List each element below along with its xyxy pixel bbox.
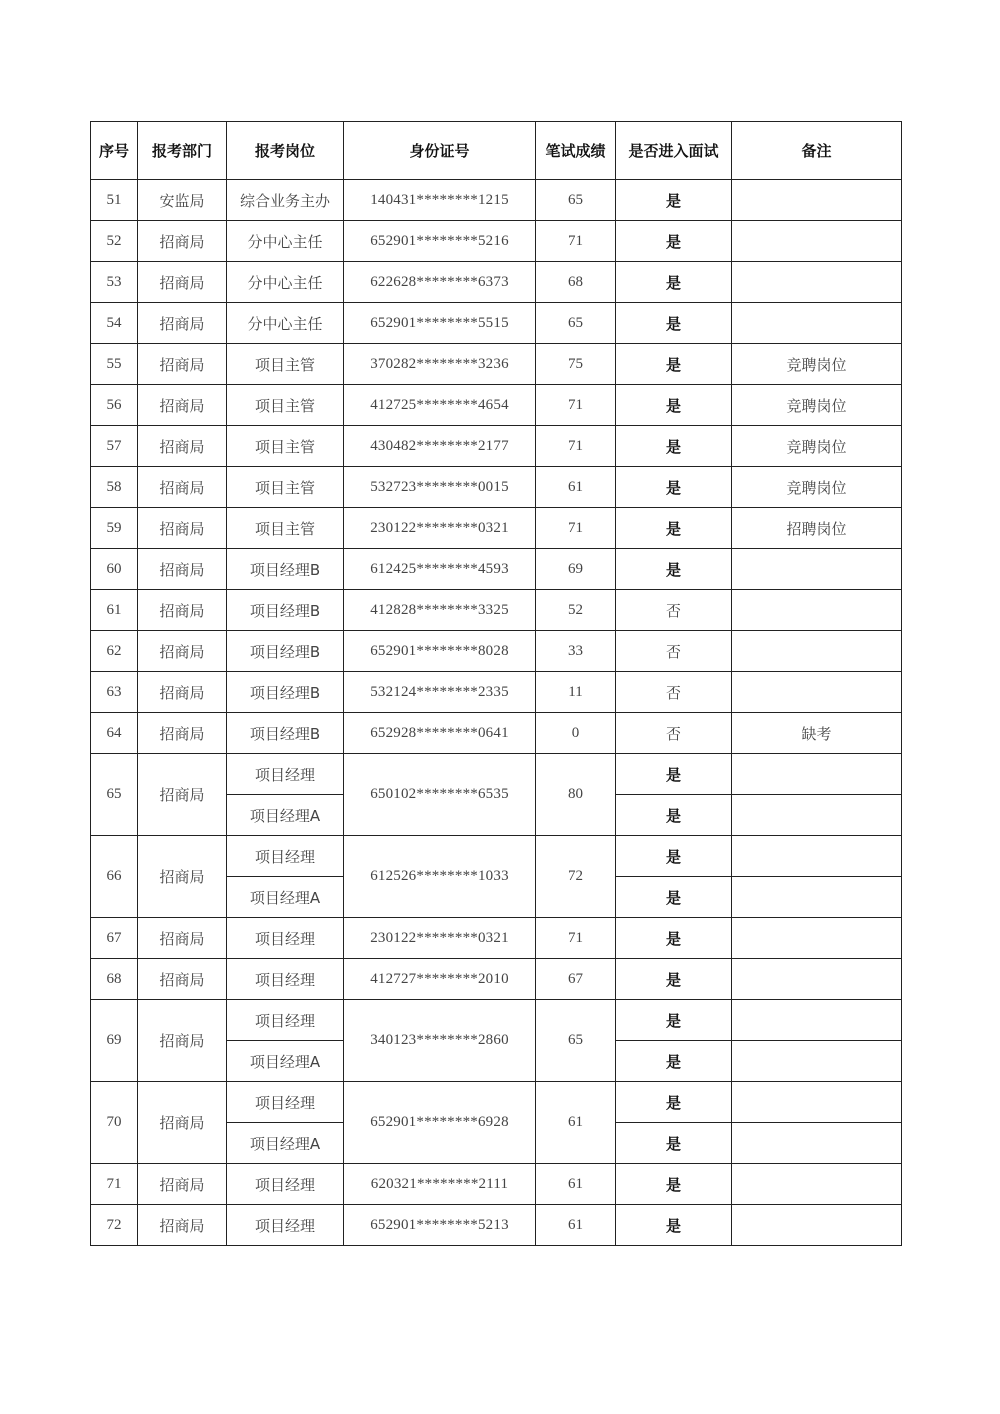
- cell-score: 11: [536, 672, 616, 713]
- cell-dept: 招商局: [138, 262, 227, 303]
- cell-dept: 招商局: [138, 1000, 227, 1082]
- cell-position: 项目经理A: [227, 1041, 344, 1082]
- table-row: [91, 344, 902, 385]
- cell-dept: 招商局: [138, 1205, 227, 1246]
- header-no: 序号: [91, 122, 138, 180]
- cell-remark: 竞聘岗位: [732, 344, 902, 385]
- cell-score: 65: [536, 303, 616, 344]
- cell-score: 72: [536, 836, 616, 918]
- cell-interview: 是: [616, 754, 732, 795]
- cell-interview: 是: [616, 262, 732, 303]
- cell-id: 652901********5216: [344, 221, 536, 262]
- cell-position: 项目经理: [227, 1205, 344, 1246]
- cell-interview: 否: [616, 631, 732, 672]
- cell-remark: [732, 1041, 902, 1082]
- cell-no: 67: [91, 918, 138, 959]
- cell-interview: 是: [616, 1205, 732, 1246]
- cell-no: 63: [91, 672, 138, 713]
- cell-remark: [732, 590, 902, 631]
- cell-no: 66: [91, 836, 138, 918]
- cell-position: 项目经理: [227, 1000, 344, 1041]
- cell-dept: 招商局: [138, 918, 227, 959]
- cell-interview: 是: [616, 1164, 732, 1205]
- cell-position: 项目经理B: [227, 713, 344, 754]
- cell-remark: [732, 1082, 902, 1123]
- cell-dept: 招商局: [138, 672, 227, 713]
- cell-position: 项目经理B: [227, 549, 344, 590]
- cell-no: 68: [91, 959, 138, 1000]
- cell-interview: 是: [616, 877, 732, 918]
- cell-remark: [732, 631, 902, 672]
- cell-dept: 安监局: [138, 180, 227, 221]
- cell-interview: 是: [616, 918, 732, 959]
- cell-dept: 招商局: [138, 631, 227, 672]
- table-row: [91, 467, 902, 508]
- cell-score: 33: [536, 631, 616, 672]
- cell-no: 61: [91, 590, 138, 631]
- cell-id: 652901********8028: [344, 631, 536, 672]
- cell-id: 340123********2860: [344, 1000, 536, 1082]
- table-row: [91, 180, 902, 221]
- cell-interview: 是: [616, 1041, 732, 1082]
- cell-dept: 招商局: [138, 303, 227, 344]
- cell-dept: 招商局: [138, 426, 227, 467]
- cell-dept: 招商局: [138, 959, 227, 1000]
- cell-position: 项目经理A: [227, 877, 344, 918]
- cell-dept: 招商局: [138, 1164, 227, 1205]
- cell-id: 652928********0641: [344, 713, 536, 754]
- cell-id: 620321********2111: [344, 1164, 536, 1205]
- cell-position: 项目主管: [227, 426, 344, 467]
- table-row: [91, 1205, 902, 1246]
- cell-interview: 是: [616, 1000, 732, 1041]
- cell-no: 55: [91, 344, 138, 385]
- cell-no: 69: [91, 1000, 138, 1082]
- header-row: [91, 122, 902, 180]
- table-row: [91, 713, 902, 754]
- cell-interview: 是: [616, 1082, 732, 1123]
- cell-position: 项目经理A: [227, 1123, 344, 1164]
- cell-remark: [732, 918, 902, 959]
- cell-position: 项目经理A: [227, 795, 344, 836]
- header-remark: 备注: [732, 122, 902, 180]
- cell-score: 75: [536, 344, 616, 385]
- cell-score: 61: [536, 1164, 616, 1205]
- table-row: [91, 426, 902, 467]
- cell-id: 230122********0321: [344, 918, 536, 959]
- table-row: [91, 836, 902, 877]
- cell-remark: [732, 1123, 902, 1164]
- cell-no: 64: [91, 713, 138, 754]
- cell-score: 68: [536, 262, 616, 303]
- cell-no: 62: [91, 631, 138, 672]
- table-row: [91, 508, 902, 549]
- header-position: 报考岗位: [227, 122, 344, 180]
- cell-position: 项目经理: [227, 754, 344, 795]
- cell-dept: 招商局: [138, 344, 227, 385]
- cell-score: 71: [536, 221, 616, 262]
- cell-no: 56: [91, 385, 138, 426]
- cell-interview: 是: [616, 180, 732, 221]
- cell-id: 230122********0321: [344, 508, 536, 549]
- cell-score: 80: [536, 754, 616, 836]
- cell-id: 612526********1033: [344, 836, 536, 918]
- cell-score: 61: [536, 1082, 616, 1164]
- cell-interview: 是: [616, 303, 732, 344]
- cell-dept: 招商局: [138, 590, 227, 631]
- table-row: [91, 303, 902, 344]
- cell-no: 71: [91, 1164, 138, 1205]
- cell-remark: [732, 262, 902, 303]
- cell-position: 项目经理B: [227, 631, 344, 672]
- cell-no: 60: [91, 549, 138, 590]
- table-row: [91, 221, 902, 262]
- header-id: 身份证号: [344, 122, 536, 180]
- cell-dept: 招商局: [138, 754, 227, 836]
- cell-remark: [732, 877, 902, 918]
- cell-id: 652901********5213: [344, 1205, 536, 1246]
- table-row: [91, 1082, 902, 1123]
- cell-dept: 招商局: [138, 508, 227, 549]
- cell-no: 52: [91, 221, 138, 262]
- cell-remark: [732, 1000, 902, 1041]
- cell-score: 61: [536, 1205, 616, 1246]
- cell-position: 分中心主任: [227, 303, 344, 344]
- cell-score: 52: [536, 590, 616, 631]
- cell-id: 370282********3236: [344, 344, 536, 385]
- cell-interview: 是: [616, 795, 732, 836]
- cell-score: 71: [536, 385, 616, 426]
- table-row: [91, 672, 902, 713]
- cell-position: 项目主管: [227, 385, 344, 426]
- cell-score: 65: [536, 180, 616, 221]
- cell-position: 项目经理: [227, 918, 344, 959]
- cell-no: 72: [91, 1205, 138, 1246]
- header-interview: 是否进入面试: [616, 122, 732, 180]
- cell-id: 652901********5515: [344, 303, 536, 344]
- cell-no: 54: [91, 303, 138, 344]
- cell-position: 项目经理: [227, 959, 344, 1000]
- cell-id: 532723********0015: [344, 467, 536, 508]
- cell-dept: 招商局: [138, 385, 227, 426]
- cell-interview: 是: [616, 467, 732, 508]
- cell-no: 58: [91, 467, 138, 508]
- cell-interview: 是: [616, 344, 732, 385]
- cell-id: 412828********3325: [344, 590, 536, 631]
- cell-score: 71: [536, 918, 616, 959]
- cell-position: 项目经理B: [227, 672, 344, 713]
- cell-dept: 招商局: [138, 549, 227, 590]
- table-row: [91, 262, 902, 303]
- cell-id: 430482********2177: [344, 426, 536, 467]
- cell-score: 71: [536, 508, 616, 549]
- header-score: 笔试成绩: [536, 122, 616, 180]
- cell-remark: [732, 549, 902, 590]
- table-row: [91, 754, 902, 795]
- cell-no: 57: [91, 426, 138, 467]
- cell-position: 分中心主任: [227, 221, 344, 262]
- cell-score: 61: [536, 467, 616, 508]
- cell-interview: 是: [616, 508, 732, 549]
- table-row: [91, 1164, 902, 1205]
- cell-no: 59: [91, 508, 138, 549]
- cell-interview: 是: [616, 1123, 732, 1164]
- cell-remark: [732, 1164, 902, 1205]
- cell-id: 412725********4654: [344, 385, 536, 426]
- cell-position: 分中心主任: [227, 262, 344, 303]
- cell-dept: 招商局: [138, 1082, 227, 1164]
- cell-remark: [732, 754, 902, 795]
- table-row: [91, 918, 902, 959]
- cell-id: 652901********6928: [344, 1082, 536, 1164]
- cell-interview: 否: [616, 590, 732, 631]
- cell-remark: 竞聘岗位: [732, 467, 902, 508]
- cell-score: 67: [536, 959, 616, 1000]
- cell-remark: [732, 221, 902, 262]
- cell-dept: 招商局: [138, 221, 227, 262]
- table-row: [91, 549, 902, 590]
- cell-no: 70: [91, 1082, 138, 1164]
- cell-position: 综合业务主办: [227, 180, 344, 221]
- cell-position: 项目经理: [227, 1164, 344, 1205]
- cell-interview: 是: [616, 959, 732, 1000]
- results-table: [90, 121, 902, 1246]
- cell-id: 412727********2010: [344, 959, 536, 1000]
- cell-remark: [732, 959, 902, 1000]
- cell-no: 53: [91, 262, 138, 303]
- cell-position: 项目主管: [227, 467, 344, 508]
- table-row: [91, 1000, 902, 1041]
- cell-remark: [732, 795, 902, 836]
- cell-remark: [732, 303, 902, 344]
- cell-remark: [732, 180, 902, 221]
- cell-remark: [732, 836, 902, 877]
- cell-remark: 竞聘岗位: [732, 426, 902, 467]
- cell-remark: 缺考: [732, 713, 902, 754]
- cell-no: 65: [91, 754, 138, 836]
- cell-id: 140431********1215: [344, 180, 536, 221]
- table-body: [91, 180, 902, 1246]
- cell-interview: 是: [616, 221, 732, 262]
- cell-interview: 否: [616, 672, 732, 713]
- cell-position: 项目经理B: [227, 590, 344, 631]
- cell-id: 612425********4593: [344, 549, 536, 590]
- cell-position: 项目经理: [227, 1082, 344, 1123]
- cell-remark: 竞聘岗位: [732, 385, 902, 426]
- cell-dept: 招商局: [138, 836, 227, 918]
- cell-remark: [732, 1205, 902, 1246]
- cell-score: 71: [536, 426, 616, 467]
- table-row: [91, 631, 902, 672]
- cell-dept: 招商局: [138, 713, 227, 754]
- cell-score: 69: [536, 549, 616, 590]
- cell-id: 650102********6535: [344, 754, 536, 836]
- cell-dept: 招商局: [138, 467, 227, 508]
- cell-id: 532124********2335: [344, 672, 536, 713]
- cell-score: 0: [536, 713, 616, 754]
- cell-position: 项目经理: [227, 836, 344, 877]
- table-row: [91, 590, 902, 631]
- cell-no: 51: [91, 180, 138, 221]
- header-dept: 报考部门: [138, 122, 227, 180]
- cell-interview: 否: [616, 713, 732, 754]
- cell-remark: [732, 672, 902, 713]
- cell-interview: 是: [616, 385, 732, 426]
- cell-interview: 是: [616, 549, 732, 590]
- cell-remark: 招聘岗位: [732, 508, 902, 549]
- cell-position: 项目主管: [227, 344, 344, 385]
- table-row: [91, 959, 902, 1000]
- cell-score: 65: [536, 1000, 616, 1082]
- table-row: [91, 385, 902, 426]
- cell-id: 622628********6373: [344, 262, 536, 303]
- cell-interview: 是: [616, 836, 732, 877]
- cell-interview: 是: [616, 426, 732, 467]
- cell-position: 项目主管: [227, 508, 344, 549]
